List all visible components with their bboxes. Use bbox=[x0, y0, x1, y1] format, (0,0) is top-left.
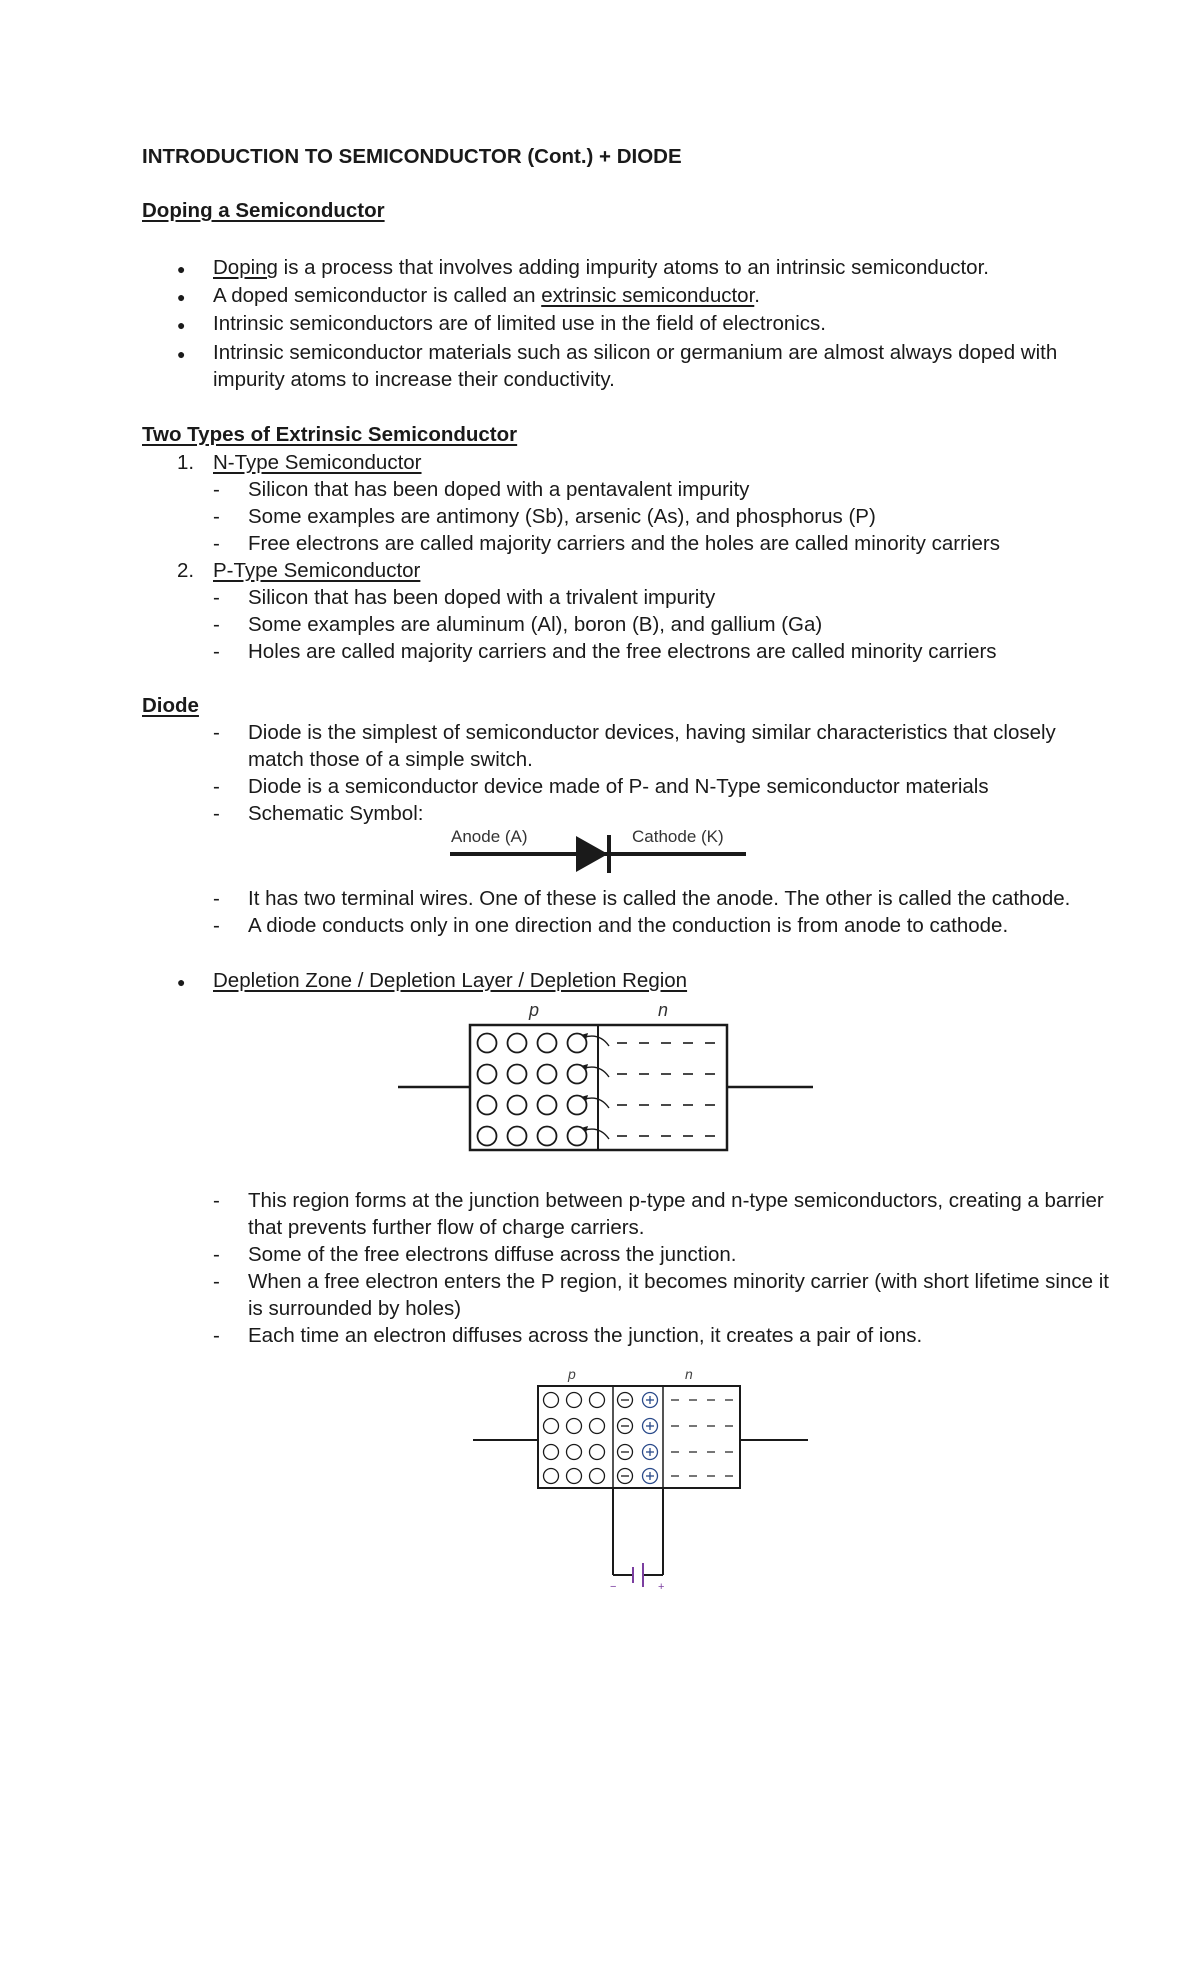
n-type-item: Silicon that has been doped with a pentavalent impurity bbox=[248, 478, 750, 501]
hole-circle bbox=[567, 1393, 582, 1408]
diode-symbol bbox=[440, 822, 760, 877]
hole-circle bbox=[478, 1096, 497, 1115]
bullet-marker: ● bbox=[177, 317, 186, 333]
doping-bullet-4-line1: Intrinsic semiconductor materials such as silicon or germanium are almost always doped with bbox=[213, 341, 1058, 364]
p-type-item: Holes are called majority carriers and the free electrons are called minority carriers bbox=[248, 640, 997, 663]
doping-bullet-1-text: is a process that involves adding impurity atoms to an intrinsic semiconductor. bbox=[277, 256, 989, 279]
hole-circle bbox=[544, 1445, 559, 1460]
hole-circle bbox=[508, 1034, 527, 1053]
diode-triangle-icon bbox=[576, 836, 608, 872]
p-region-label: p bbox=[568, 1366, 576, 1382]
section-heading-doping: Doping a Semiconductor bbox=[142, 199, 385, 222]
dash-marker: - bbox=[213, 802, 220, 825]
term-doping: Doping bbox=[213, 256, 278, 279]
dash-marker: - bbox=[213, 505, 220, 528]
n-type-title: N-Type Semiconductor bbox=[213, 451, 422, 474]
battery-minus-sign: − bbox=[610, 1581, 617, 1593]
page-title: INTRODUCTION TO SEMICONDUCTOR (Cont.) + DIODE bbox=[142, 145, 682, 168]
dash-marker: - bbox=[213, 613, 220, 636]
cathode-label: Cathode (K) bbox=[632, 827, 724, 846]
dash-marker: - bbox=[213, 1270, 220, 1293]
dash-marker: - bbox=[213, 586, 220, 609]
hole-circle bbox=[590, 1419, 605, 1434]
hole-circle bbox=[508, 1096, 527, 1115]
n-type-item: Some examples are antimony (Sb), arsenic (As), and phosphorus (P) bbox=[248, 505, 876, 528]
diode-item-4: It has two terminal wires. One of these is called the anode. The other is called the cathode. bbox=[248, 887, 1071, 910]
n-region-label: n bbox=[658, 1000, 669, 1020]
depletion-item-1-line1: This region forms at the junction between p-type and n-type semiconductors, creating a barrier bbox=[248, 1189, 1104, 1212]
n-type-item: Free electrons are called majority carriers and the holes are called minority carriers bbox=[248, 532, 1000, 555]
doping-bullet-2-end: . bbox=[754, 284, 760, 307]
hole-circle bbox=[478, 1065, 497, 1084]
p-type-title: P-Type Semiconductor bbox=[213, 559, 421, 582]
hole-circle bbox=[478, 1127, 497, 1146]
hole-circle bbox=[544, 1469, 559, 1484]
depletion-item-3-line2: is surrounded by holes) bbox=[248, 1297, 462, 1320]
bullet-marker: ● bbox=[177, 346, 186, 362]
list-number: 2. bbox=[177, 559, 195, 582]
section-heading-diode: Diode bbox=[142, 694, 199, 717]
p-region-label: p bbox=[529, 1000, 540, 1020]
dash-marker: - bbox=[213, 1189, 220, 1212]
hole-circle bbox=[538, 1127, 557, 1146]
doping-bullet-2-text: A doped semiconductor is called an bbox=[213, 284, 542, 307]
n-region-label: n bbox=[685, 1366, 693, 1382]
hole-circle bbox=[567, 1445, 582, 1460]
depletion-item-4: Each time an electron diffuses across the junction, it creates a pair of ions. bbox=[248, 1324, 923, 1347]
depletion-item-3-line1: When a free electron enters the P region, it becomes minority carrier (with short lifetime since it bbox=[248, 1270, 1109, 1293]
hole-circle bbox=[590, 1393, 605, 1408]
hole-circle bbox=[590, 1469, 605, 1484]
doping-bullet-2 bbox=[213, 282, 760, 309]
section-heading-types: Two Types of Extrinsic Semiconductor bbox=[142, 423, 518, 446]
hole-circle bbox=[544, 1419, 559, 1434]
semiconductor-block bbox=[538, 1386, 740, 1488]
dash-marker: - bbox=[213, 640, 220, 663]
diode-item-3: Schematic Symbol: bbox=[248, 802, 424, 825]
dash-marker: - bbox=[213, 914, 220, 937]
battery-plus-sign: + bbox=[658, 1581, 665, 1593]
hole-circle bbox=[538, 1065, 557, 1084]
dash-marker: - bbox=[213, 478, 220, 501]
doping-bullet-3: Intrinsic semiconductors are of limited use in the field of electronics. bbox=[213, 312, 826, 335]
hole-circle bbox=[567, 1419, 582, 1434]
hole-circle bbox=[567, 1469, 582, 1484]
dash-marker: - bbox=[213, 1324, 220, 1347]
hole-circle bbox=[508, 1127, 527, 1146]
hole-circle bbox=[538, 1096, 557, 1115]
p-type-item: Some examples are aluminum (Al), boron (B), and gallium (Ga) bbox=[248, 613, 823, 636]
term-extrinsic: extrinsic semiconductor bbox=[541, 284, 755, 307]
p-type-item: Silicon that has been doped with a trivalent impurity bbox=[248, 586, 716, 609]
depletion-heading: Depletion Zone / Depletion Layer / Depletion Region bbox=[213, 969, 688, 992]
anode-label: Anode (A) bbox=[451, 827, 528, 846]
doping-bullet-4-line2: impurity atoms to increase their conductivity. bbox=[213, 368, 615, 391]
hole-circle bbox=[544, 1393, 559, 1408]
diode-item-2: Diode is a semiconductor device made of P- and N-Type semiconductor materials bbox=[248, 775, 989, 798]
doping-bullet-1 bbox=[213, 254, 989, 281]
hole-circle bbox=[478, 1034, 497, 1053]
bullet-marker: ● bbox=[177, 289, 186, 305]
dash-marker: - bbox=[213, 721, 220, 744]
diode-item-1-line1: Diode is the simplest of semiconductor devices, having similar characteristics that closely bbox=[248, 721, 1056, 744]
diode-item-1-line2: match those of a simple switch. bbox=[248, 748, 533, 771]
hole-circle bbox=[508, 1065, 527, 1084]
bullet-marker: ● bbox=[177, 261, 186, 277]
dash-marker: - bbox=[213, 887, 220, 910]
dash-marker: - bbox=[213, 1243, 220, 1266]
bullet-marker: ● bbox=[177, 974, 186, 990]
depletion-item-2: Some of the free electrons diffuse across the junction. bbox=[248, 1243, 737, 1266]
list-number: 1. bbox=[177, 451, 195, 474]
dash-marker: - bbox=[213, 532, 220, 555]
depletion-diagram-2 bbox=[470, 1363, 815, 1593]
diode-item-5: A diode conducts only in one direction and the conduction is from anode to cathode. bbox=[248, 914, 1009, 937]
hole-circle bbox=[590, 1445, 605, 1460]
depletion-item-1-line2: that prevents further flow of charge carriers. bbox=[248, 1216, 645, 1239]
dash-marker: - bbox=[213, 775, 220, 798]
hole-circle bbox=[538, 1034, 557, 1053]
depletion-diagram-1 bbox=[395, 998, 815, 1158]
